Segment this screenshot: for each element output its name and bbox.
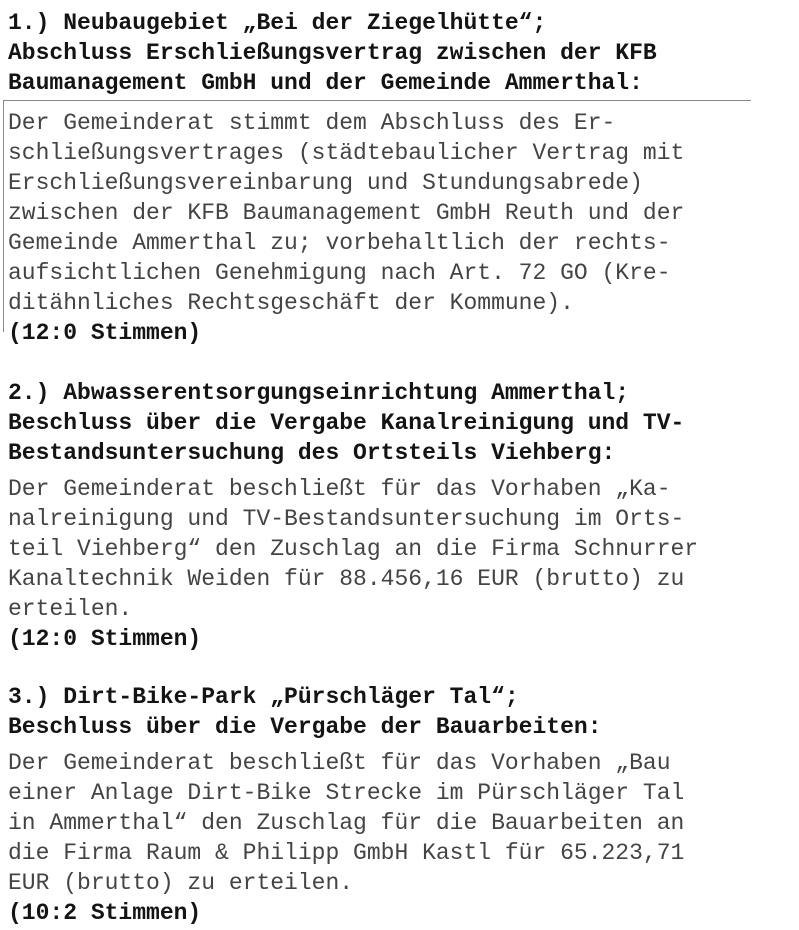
item-2-heading-line-3: Bestandsuntersuchung des Ortsteils Viehberg: [8, 440, 616, 466]
item-2-body-line-2: nalreinigung und TV-Bestandsuntersuchung im Orts- [8, 506, 685, 532]
item-2-vote-result: (12:0 Stimmen) [8, 626, 202, 652]
item-1-vote-result: (12:0 Stimmen) [8, 320, 202, 346]
item-3-body-line-4: die Firma Raum & Philipp GmbH Kastl für 65.223,71 [8, 840, 685, 866]
item-2-heading-line-1: 2.) Abwasserentsorgungseinrichtung Ammerthal; [8, 380, 630, 406]
item-1-body-line-6: aufsichtlichen Genehmigung nach Art. 72 GO (Kre- [8, 260, 671, 286]
item-1-body-line-4: zwischen der KFB Baumanagement GmbH Reuth und der [8, 200, 685, 226]
item-1-body-line-1: Der Gemeinderat stimmt dem Abschluss des Er- [8, 110, 616, 136]
item-1-heading-line-2: Abschluss Erschließungsvertrag zwischen der KFB [8, 40, 657, 66]
item-1-body-line-2: schließungsvertrages (städtebaulicher Vertrag mit [8, 140, 685, 166]
item-1-body-line-5: Gemeinde Ammerthal zu; vorbehaltlich der rechts- [8, 230, 671, 256]
item-2-body-line-4: Kanaltechnik Weiden für 88.456,16 EUR (brutto) zu [8, 566, 685, 592]
item-1-heading-line-1: 1.) Neubaugebiet „Bei der Ziegelhütte“; [8, 10, 547, 36]
item-2-body-line-3: teil Viehberg“ den Zuschlag an die Firma Schnurrer [8, 536, 699, 562]
item-1-body-line-7: ditähnliches Rechtsgeschäft der Kommune). [8, 290, 574, 316]
item-2-heading-line-2: Beschluss über die Vergabe Kanalreinigung und TV- [8, 410, 685, 436]
item-3-heading-line-1: 3.) Dirt-Bike-Park „Pürschläger Tal“; [8, 684, 519, 710]
item-1-body-line-3: Erschließungsvereinbarung und Stundungsabrede) [8, 170, 643, 196]
item-2-body-line-5: erteilen. [8, 596, 133, 622]
item-1-heading-line-3: Baumanagement GmbH und der Gemeinde Ammerthal: [8, 70, 643, 96]
item-3-body-line-2: einer Anlage Dirt-Bike Strecke im Pürschläger Tal [8, 780, 685, 806]
item-3-body-line-1: Der Gemeinderat beschließt für das Vorhaben „Bau [8, 750, 671, 776]
item-3-vote-result: (10:2 Stimmen) [8, 900, 202, 926]
item-3-body-line-3: in Ammerthal“ den Zuschlag für die Bauarbeiten an [8, 810, 685, 836]
item-3-heading-line-2: Beschluss über die Vergabe der Bauarbeiten: [8, 714, 602, 740]
item-2-body-line-1: Der Gemeinderat beschließt für das Vorhaben „Ka- [8, 476, 671, 502]
item-3-body-line-5: EUR (brutto) zu erteilen. [8, 870, 354, 896]
